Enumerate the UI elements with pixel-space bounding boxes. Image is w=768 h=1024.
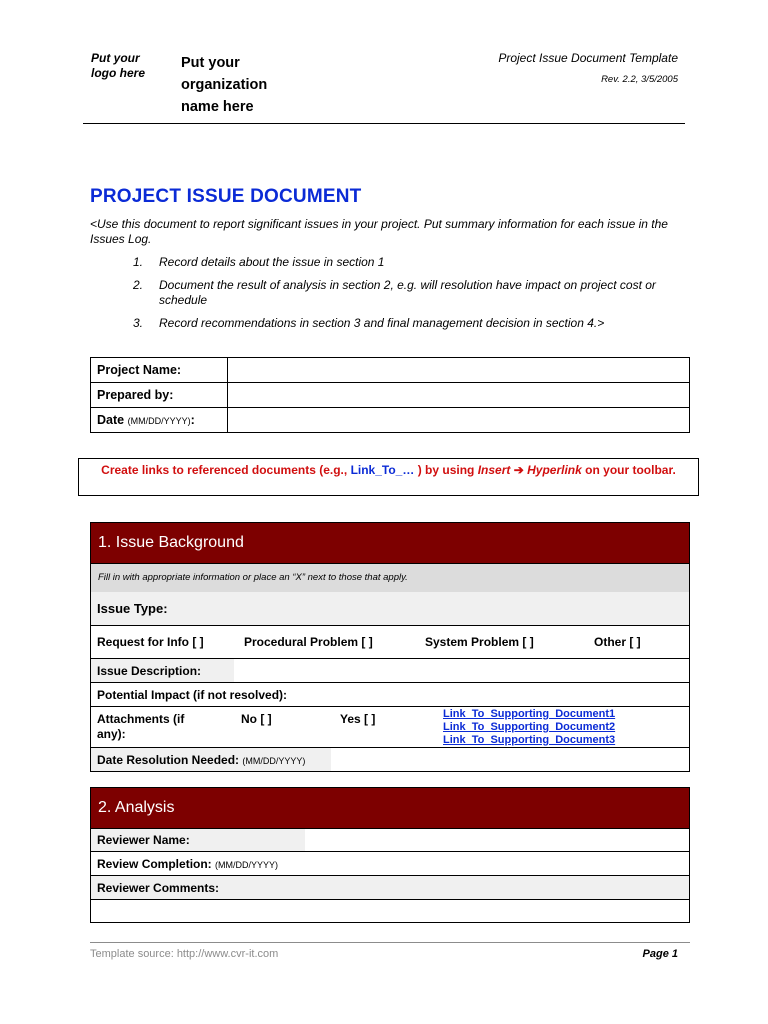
project-info-table bbox=[90, 357, 690, 433]
date-resolution-label-cell bbox=[91, 753, 331, 767]
date-resolution-label: Date Resolution Needed: bbox=[97, 752, 240, 767]
table-row bbox=[91, 383, 690, 408]
supporting-document-link[interactable]: Link_To_Supporting_Document2 bbox=[443, 721, 616, 733]
date-label: Date bbox=[97, 413, 125, 427]
logo-placeholder bbox=[91, 51, 145, 81]
date-colon: : bbox=[190, 413, 195, 427]
step-number: 2. bbox=[133, 278, 144, 292]
issue-type-label: Issue Type: bbox=[97, 601, 168, 616]
intro-text: <Use this document to report significant issues in your project. Put summary information for each issue in the Issues Log. bbox=[90, 217, 668, 246]
issue-description-row bbox=[91, 658, 689, 682]
reviewer-name-field[interactable] bbox=[305, 829, 689, 851]
issue-description-label: Issue Description: bbox=[97, 663, 202, 678]
potential-impact-row bbox=[91, 682, 689, 706]
step-text: Record details about the issue in section 1 bbox=[159, 255, 385, 269]
prepared-by-label: Prepared by: bbox=[91, 383, 228, 408]
date-format-hint: (MM/DD/YYYY) bbox=[215, 859, 279, 870]
section-header: 1. Issue Background bbox=[91, 523, 689, 564]
org-name-line: organization bbox=[181, 77, 268, 93]
project-name-label: Project Name: bbox=[91, 358, 228, 383]
list-item bbox=[133, 255, 683, 270]
notice-text: on your toolbar. bbox=[581, 463, 676, 477]
attachments-yes-checkbox[interactable]: Yes [ ] bbox=[340, 712, 376, 726]
step-text: Record recommendations in section 3 and final management decision in section 4.> bbox=[159, 316, 605, 330]
step-number: 1. bbox=[133, 255, 144, 269]
footer-divider bbox=[90, 942, 690, 943]
review-completion-field[interactable] bbox=[305, 852, 689, 875]
date-format-hint: (MM/DD/YYYY) bbox=[127, 416, 191, 426]
supporting-document-link[interactable]: Link_To_Supporting_Document3 bbox=[443, 734, 616, 746]
section-header: 2. Analysis bbox=[91, 788, 689, 829]
list-item bbox=[133, 316, 683, 331]
attachments-row bbox=[91, 706, 689, 747]
org-name-line: Put your bbox=[181, 55, 240, 71]
issue-type-options-row bbox=[91, 625, 689, 658]
attachments-label: Attachments (if any): bbox=[97, 712, 185, 741]
review-completion-row bbox=[91, 851, 689, 875]
reviewer-comments-label: Reviewer Comments: bbox=[97, 880, 220, 895]
review-completion-label-cell bbox=[91, 857, 305, 871]
review-completion-label: Review Completion: bbox=[97, 856, 212, 871]
notice-insert: Insert bbox=[477, 463, 511, 477]
date-resolution-row bbox=[91, 747, 689, 771]
instruction-list bbox=[133, 255, 683, 339]
table-row bbox=[91, 358, 690, 383]
header-divider bbox=[83, 123, 685, 124]
document-title: PROJECT ISSUE DOCUMENT bbox=[90, 186, 362, 207]
notice-link-example: Link_To_… bbox=[350, 463, 415, 477]
template-revision: Rev. 2.2, 3/5/2005 bbox=[601, 74, 678, 85]
notice-text: Create links to referenced documents (e.g., bbox=[101, 463, 351, 477]
section-instructions: Fill in with appropriate information or place an “X” next to those that apply. bbox=[91, 564, 689, 592]
type-system-problem-checkbox[interactable]: System Problem [ ] bbox=[425, 635, 534, 649]
issue-background-section bbox=[90, 522, 690, 772]
hyperlink-notice bbox=[78, 458, 699, 496]
list-item bbox=[133, 278, 683, 308]
issue-description-field[interactable] bbox=[234, 659, 689, 682]
type-procedural-problem-checkbox[interactable]: Procedural Problem [ ] bbox=[244, 635, 373, 649]
date-field[interactable] bbox=[228, 408, 690, 433]
date-resolution-field[interactable] bbox=[331, 748, 689, 771]
org-name-line: name here bbox=[181, 99, 254, 115]
prepared-by-field[interactable] bbox=[228, 383, 690, 408]
date-label-cell bbox=[91, 408, 228, 433]
reviewer-name-label: Reviewer Name: bbox=[97, 833, 190, 847]
type-request-for-info-checkbox[interactable]: Request for Info [ ] bbox=[97, 635, 204, 649]
potential-impact-label: Potential Impact (if not resolved): bbox=[97, 687, 288, 702]
attachments-no-checkbox[interactable]: No [ ] bbox=[241, 712, 272, 726]
step-text: Document the result of analysis in section 2, e.g. will resolution have impact on project cost or schedule bbox=[159, 278, 656, 307]
reviewer-comments-row bbox=[91, 875, 689, 899]
step-number: 3. bbox=[133, 316, 144, 330]
logo-placeholder-line: logo here bbox=[91, 66, 146, 80]
date-format-hint: (MM/DD/YYYY) bbox=[242, 755, 306, 766]
arrow-icon: ➔ bbox=[510, 463, 528, 477]
project-name-field[interactable] bbox=[228, 358, 690, 383]
table-row bbox=[91, 408, 690, 433]
notice-hyperlink: Hyperlink bbox=[527, 463, 582, 477]
template-title: Project Issue Document Template bbox=[498, 51, 678, 65]
logo-placeholder-line: Put your bbox=[91, 51, 140, 65]
reviewer-comments-field[interactable] bbox=[91, 899, 689, 922]
supporting-document-links bbox=[443, 708, 615, 747]
supporting-document-link[interactable]: Link_To_Supporting_Document1 bbox=[443, 708, 616, 720]
analysis-section bbox=[90, 787, 690, 923]
notice-text: ) by using bbox=[414, 463, 478, 477]
reviewer-name-row bbox=[91, 829, 689, 851]
template-source: Template source: http://www.cvr-it.com bbox=[90, 948, 279, 960]
potential-impact-field[interactable] bbox=[334, 683, 689, 706]
issue-type-row bbox=[91, 592, 689, 625]
organization-name-placeholder bbox=[181, 52, 267, 118]
page-number: Page 1 bbox=[642, 948, 678, 960]
type-other-checkbox[interactable]: Other [ ] bbox=[594, 635, 641, 649]
